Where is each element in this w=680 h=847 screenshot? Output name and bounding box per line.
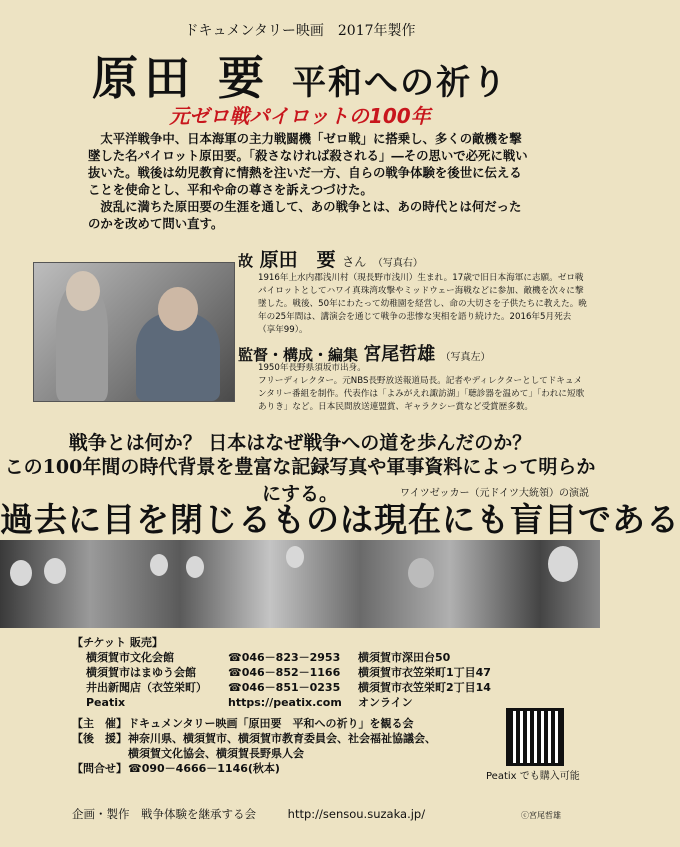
- person1-name: [238, 245, 423, 272]
- support-label: 【後 援】: [72, 732, 127, 745]
- person2-caption: （写真左）: [440, 352, 491, 363]
- ticket-venue: Peatix: [86, 696, 126, 709]
- ticket-venues: [86, 650, 207, 710]
- portrait-photo: [33, 262, 235, 402]
- historical-photo-collage: [0, 540, 600, 628]
- qr-label: Peatix でも購入可能: [486, 771, 580, 782]
- subtitle: 元ゼロ戦パイロットの100年: [169, 104, 431, 128]
- qr-code-icon[interactable]: [506, 708, 564, 766]
- person1-caption: （写真右）: [372, 258, 423, 269]
- footer-url[interactable]: http://sensou.suzaka.jp/: [287, 807, 426, 821]
- ticket-url[interactable]: https://peatix.com: [228, 696, 342, 709]
- person2-role: 監督・構成・編集: [238, 346, 359, 364]
- ticket-venue: 横須賀市文化会館: [86, 651, 174, 664]
- person1-honorific: さん: [342, 255, 367, 269]
- film-label: ドキュメンタリー映画 2017年製作: [184, 23, 416, 39]
- person2-career: フリーディレクター。元NBS長野放送報道局長。記者やディレクターとしてドキュメンタリー番組を制作。代表作は「よみがえれ諏訪湖」「聴診器を温めて」「われに短歌ありき」など。日本民間放送連盟賞、ギャラクシー賞など受賞歴多数。: [258, 376, 585, 412]
- copyright: ⓒ宮尾哲雄: [521, 811, 561, 820]
- ticket-venue: 横須賀市はまゆう会館: [86, 666, 196, 679]
- host-label: 【主 催】: [72, 717, 127, 730]
- question-line-2: この100年間の時代背景を豊富な記録写真や軍事資料によって明らかにする。: [4, 456, 596, 505]
- ticket-phone: ☎046－852－1166: [228, 666, 341, 679]
- question-line-1: 戦争とは何か？ 日本はなぜ戦争への道を歩んだのか？: [68, 432, 532, 454]
- person1-bio: 1916年上水内郡浅川村（現長野市浅川）生まれ。17歳で旧日本海軍に志願。ゼロ戦パイロットとしてハワイ真珠湾攻撃やミッドウェー海戦などに参加、敵機を次々に撃墜した。戦後、50年にわたって幼稚園を経営し、命の大切さを子供たちに教えた。晩年の25年間は、講演会を通じて戦争の悲惨な実相を語り続けた。2016年5月死去（享年99）。: [258, 273, 587, 335]
- intro-paragraph: 波乱に満ちた原田要の生涯を通して、あの戦争とは、あの時代とは何だったのかを改めて問い直す。: [88, 199, 522, 231]
- support-line-1: 神奈川県、横須賀市、横須賀市教育委員会、社会福祉協議会、: [128, 732, 436, 745]
- support-line-2: 横須賀文化協会、横須賀長野県人会: [128, 747, 304, 760]
- footer: [72, 806, 425, 822]
- host: ドキュメンタリー映画「原田要 平和への祈り」を観る会: [128, 717, 414, 730]
- title-sub: 平和への祈り: [292, 63, 509, 103]
- ticket-phones: [228, 650, 342, 710]
- organizers: [72, 716, 436, 776]
- person1-prefix: 故: [238, 252, 254, 270]
- ticket-address: オンライン: [358, 696, 413, 709]
- intro-text: [88, 130, 528, 232]
- contact-label: 【問合せ】: [72, 762, 127, 775]
- ticket-address: 横須賀市衣笠栄町2丁目14: [358, 681, 491, 694]
- ticket-heading: 【チケット 販売】: [72, 636, 163, 649]
- ticket-address: 横須賀市深田台50: [358, 651, 451, 664]
- ticket-phone: ☎046－851－0235: [228, 681, 341, 694]
- contact: ☎090－4666－1146(秋本): [128, 762, 280, 775]
- intro-paragraph: 太平洋戦争中、日本海軍の主力戦闘機「ゼロ戦」に搭乗し、多くの敵機を撃墜した名パイロット原田要。「殺さなければ殺される」―その思いで必死に戦い抜いた。戦後は幼児教育に情熱を注いだ一方、自らの戦争体験を後世に伝えることを使命とし、平和や命の尊さを訴えつづけた。: [88, 131, 528, 197]
- person2-fullname: 宮尾哲雄: [363, 344, 436, 365]
- person2-birth: 1950年長野県須坂市出身。: [258, 363, 366, 373]
- main-title: [0, 42, 600, 108]
- ticket-address: 横須賀市衣笠栄町1丁目47: [358, 666, 491, 679]
- person2-bio: [258, 362, 588, 414]
- ticket-venue: 井出新聞店（衣笠栄町）: [86, 681, 207, 694]
- quote-text: 過去に目を閉じるものは現在にも盲目である: [0, 500, 680, 539]
- quote-attribution: ワイツゼッカー（元ドイツ大統領）の演説: [400, 488, 589, 499]
- person1-fullname: 原田 要: [259, 249, 336, 271]
- ticket-phone: ☎046－823－2953: [228, 651, 341, 664]
- title-main: 原田 要: [91, 51, 270, 105]
- producer: 企画・製作 戦争体験を継承する会: [72, 807, 256, 821]
- ticket-addresses: [358, 650, 491, 710]
